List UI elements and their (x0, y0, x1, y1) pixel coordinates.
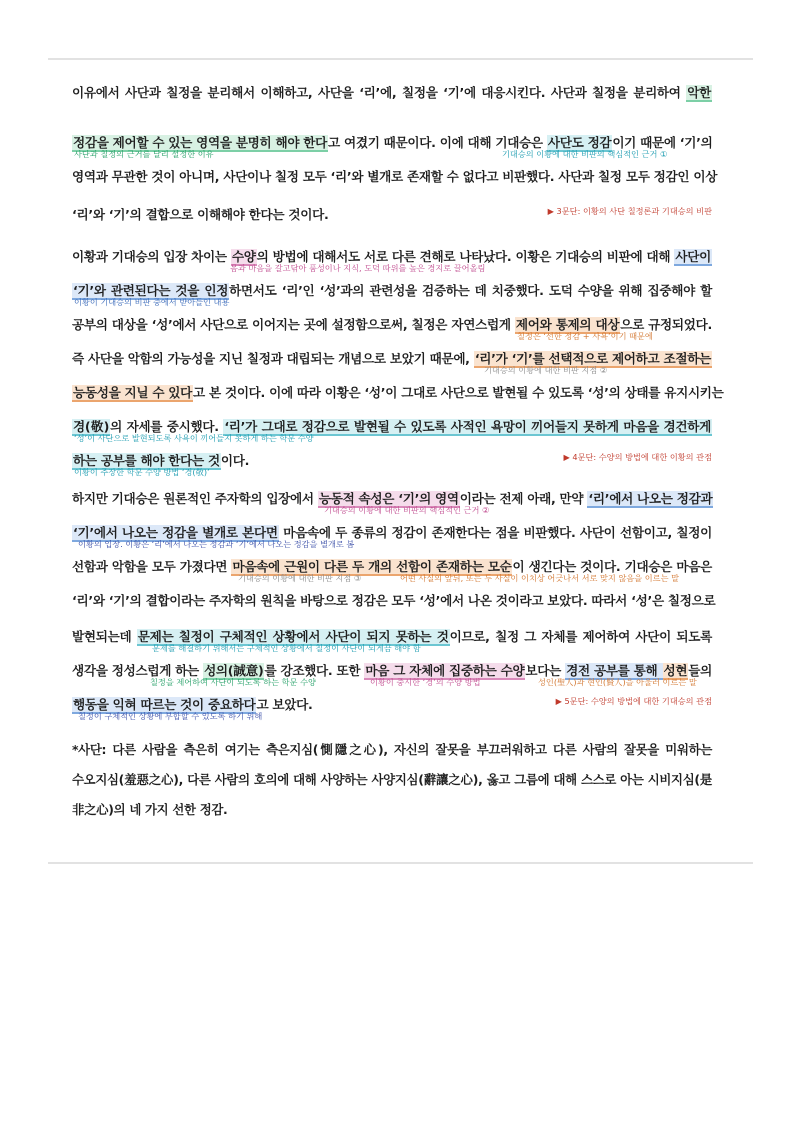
annotation: 칠정을 제어하여 사단이 되도록 하는 학문 수양 (150, 677, 316, 687)
text-run: 보다는 (525, 663, 566, 678)
text-run: 으로 규정되었다. (620, 317, 712, 332)
text-run: ‘리’와 ‘기’의 결합이라는 주자학의 원칙을 바탕으로 정감은 모두 ‘성’에서 나온 것이라고 보았다. 따라서 ‘성’은 칠정으로 (72, 593, 716, 608)
footnote-line (72, 740, 712, 770)
text-run: 고 여겼기 때문이다. 이에 대해 기대승은 (328, 135, 547, 150)
text-line (72, 488, 712, 522)
text-line (72, 348, 712, 382)
highlight: 정감을 제어할 수 있는 영역을 분명히 해야 한다 (73, 135, 328, 150)
text-run: 선함과 악함을 모두 가졌다면 (72, 559, 232, 574)
text-line (72, 382, 724, 416)
text-run: 영역과 무관한 것이 아니며, 사단이나 칠정 모두 ‘리’와 별개로 존재할 수 없다고 비판했다. 사단과 칠정 모두 정감인 이상 (72, 169, 718, 184)
paragraph-4 (72, 246, 724, 488)
highlight: 마음속에 근원이 다른 두 개의 선함이 존재하는 모순 (232, 559, 512, 574)
text-run: 마음속에 두 종류의 정감이 존재한다는 점을 비판했다. 사단이 선함이고, 칠정이 (278, 525, 712, 540)
text-line (72, 132, 712, 166)
highlight: 능동적 속성은 ‘기’의 영역 (318, 491, 459, 506)
text-run: 이라는 전제 아래, 만약 (459, 491, 588, 506)
text-run: 이다. (220, 453, 250, 468)
text-line (72, 522, 712, 556)
annotation: 성인(聖人)과 현인(賢人)을 아울러 이르는 말 (538, 677, 697, 687)
text-run: 발현되는데 (72, 629, 137, 644)
annotation: 칠정이 구체적인 상황에 부합할 수 있도록 하기 위해 (78, 711, 263, 721)
text-run: 고 본 것이다. 이에 따라 이황은 ‘성’이 그대로 사단으로 발현될 수 있도록 ‘성’의 상태를 유지시키는 (193, 385, 724, 400)
paragraph-summary: ▶ 3문단: 이황의 사단 칠정론과 기대승의 비판 (547, 206, 712, 216)
annotation: 칠정은 ‘선한 정감 + 사욕’이기 때문에 (517, 331, 653, 341)
highlight: 제어와 통제의 대상 (515, 317, 620, 332)
text-run: 의 자세를 중시했다. (110, 419, 224, 434)
highlight: 성현 (663, 663, 688, 678)
text-line (72, 204, 712, 246)
highlight: 수양 (231, 249, 256, 264)
text-line (72, 416, 712, 450)
text-run: 이 생긴다는 것이다. 기대승은 마음은 (512, 559, 712, 574)
text-run: 이기 때문에 ‘기’의 (612, 135, 713, 150)
text-run: 생각을 정성스럽게 하는 (72, 663, 204, 678)
highlight: 사단이 (675, 249, 711, 264)
annotation: 기대승의 이황에 대한 비판의 핵심적인 근거 ① (502, 149, 668, 159)
text-line (72, 694, 712, 740)
text-line (72, 450, 712, 488)
highlight: ‘리’가 ‘기’를 선택적으로 제어하고 조절하는 (474, 351, 712, 366)
annotation: 기대승의 이황에 대한 비판 지점 ② (484, 365, 608, 375)
annotation: 이황이 중시한 ‘경’의 수양 방법 (370, 677, 481, 687)
highlight: 능동성을 지닐 수 있다 (73, 385, 193, 400)
highlight: 사단도 정감 (547, 135, 612, 150)
text-run: 非之心)의 네 가지 선한 정감. (72, 802, 228, 817)
footnote-line (72, 800, 712, 830)
text-run: 의 방법에 대해서도 서로 다른 견해로 나타났다. 이황은 기대승의 비판에 대해 (256, 249, 675, 264)
paragraph-summary: ▶ 4문단: 수양의 방법에 대한 이황의 관점 (563, 452, 712, 462)
highlight: ‘리’에서 나오는 정감과 (588, 491, 713, 506)
highlight: ‘기’와 관련된다는 것을 인정 (73, 283, 229, 298)
paragraph-3 (72, 82, 718, 246)
text-run: 하지만 기대승은 원론적인 주자학의 입장에서 (72, 491, 318, 506)
text-run: 즉 사단을 악함의 가능성을 지닌 칠정과 대립되는 개념으로 보았기 때문에, (72, 351, 474, 366)
annotation: ‘성’이 사단으로 발현되도록 사욕이 끼어들지 못하게 하는 학문 수양 (74, 433, 314, 443)
bottom-divider (48, 862, 753, 864)
text-line (72, 660, 712, 694)
text-run: 하면서도 ‘리’인 ‘성’과의 관련성을 검증하는 데 치중했다. 도덕 수양을 위해 집중해야 할 (229, 283, 712, 298)
text-run: 들의 (688, 663, 713, 678)
text-run: 수오지심(羞惡之心), 다른 사람의 호의에 대해 사양하는 사양지심(辭讓之心), 옳고 그름에 대해 스스로 아는 시비지심(是 (72, 772, 712, 787)
passage (72, 82, 724, 830)
annotation: 이황이 기대승의 비판 중에서 받아들인 내용 (74, 297, 230, 307)
text-run: 고 보았다. (256, 697, 313, 712)
text-run: 를 강조했다. 또한 (264, 663, 365, 678)
text-line (72, 280, 712, 314)
highlight: 성의(誠意) (204, 663, 264, 678)
highlight: 마음 그 자체에 집중하는 수양 (365, 663, 525, 678)
highlight: 하는 공부를 해야 한다는 것 (73, 453, 220, 468)
text-line (72, 626, 712, 660)
highlight: 악한 (687, 85, 711, 100)
text-run: 이므로, 칠정 그 자체를 제어하여 사단이 되도록 (449, 629, 713, 644)
annotation: 기대승의 이황에 대한 비판의 핵심적인 근거 ② (324, 505, 490, 515)
text-run: 이유에서 사단과 칠정을 분리해서 이해하고, 사단을 ‘리’에, 칠정을 ‘기’에 대응시킨다. 사단과 칠정을 분리하여 (72, 85, 687, 100)
highlight: ‘기’에서 나오는 정감을 별개로 본다면 (73, 525, 278, 540)
text-line (72, 590, 716, 626)
annotation: 어떤 사실의 앞뒤, 또는 두 사실이 이치상 어긋나서 서로 맞지 않음을 이르는 말 (400, 573, 680, 583)
annotation: 사단과 칠정의 근거를 달리 설정한 이유 (74, 149, 214, 159)
highlight: ‘리’가 그대로 정감으로 발현될 수 있도록 사적인 욕망이 끼어들지 못하게 마음을 경건하게 (224, 419, 711, 434)
highlight: 문제는 칠정이 구체적인 상황에서 사단이 되지 못하는 것 (137, 629, 449, 644)
text-run: 공부의 대상을 ‘성’에서 사단으로 이어지는 곳에 설정함으로써, 칠정은 자연스럽게 (72, 317, 515, 332)
text-line (72, 314, 712, 348)
text-line (72, 82, 712, 132)
footnote (72, 740, 712, 830)
text-run: *사단: 다른 사람을 측은히 여기는 측은지심(惻隱之心), 자신의 잘못을 부끄러워하고 다른 사람의 잘못을 미워하는 (72, 742, 712, 757)
highlight: 행동을 익혀 따르는 것이 중요하다 (73, 697, 256, 712)
paragraph-summary: ▶ 5문단: 수양의 방법에 대한 기대승의 관점 (555, 696, 712, 706)
text-line (72, 556, 712, 590)
text-line (72, 246, 712, 280)
paragraph-5 (72, 488, 716, 740)
highlight: 경전 공부를 통해 (566, 663, 662, 678)
text-run: ‘리’와 ‘기’의 결합으로 이해해야 한다는 것이다. (72, 207, 329, 222)
text-run: 이황과 기대승의 입장 차이는 (72, 249, 231, 264)
text-line (72, 166, 718, 204)
footnote-line (72, 770, 712, 800)
annotation: 문제를 해결하기 위해서는 구체적인 상황에서 칠정이 사단이 되게끔 해야 함 (152, 643, 421, 653)
annotation: 몸과 마음을 갈고닦아 품성이나 지식, 도덕 따위를 높은 경지로 끌어올림 (230, 263, 486, 273)
annotation: 이황이 주장한 학문 수양 방법 ‘경(敬)’ (74, 467, 210, 477)
top-divider (48, 58, 753, 60)
highlight: 경(敬) (73, 419, 110, 434)
annotation: 이황의 입장. 이황은 ‘리’에서 나오는 정감과 ‘기’에서 나오는 정감을 별개로 봄 (78, 539, 355, 549)
annotation: 기대승의 이황에 대한 비판 지점 ③ (238, 573, 362, 583)
